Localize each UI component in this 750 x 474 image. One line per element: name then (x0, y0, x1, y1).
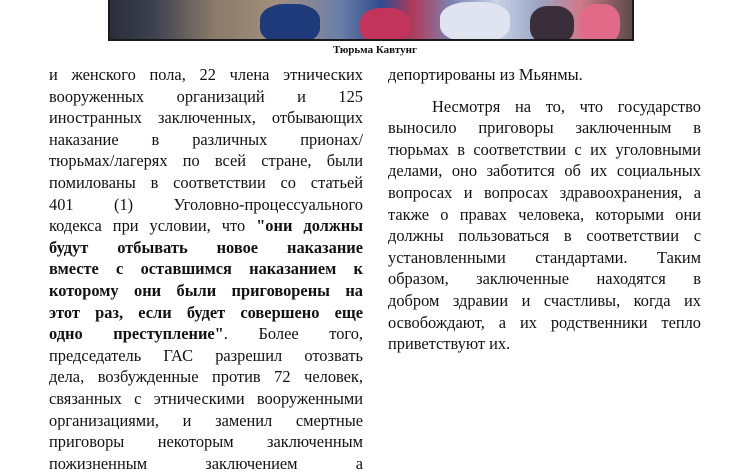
photo-person-shape (260, 4, 320, 41)
text-line: выносило приговоры заключенным в (388, 118, 701, 138)
photo-person-shape (530, 6, 574, 41)
text-line: установленными стандартами. Таким (388, 247, 701, 267)
right-paragraph (388, 96, 701, 355)
photo-person-shape (360, 8, 410, 41)
right-text-column (388, 64, 701, 355)
text-line (49, 215, 363, 237)
text-segment: связанных с этническими вооруженными (49, 388, 363, 408)
text-segment: вооруженных организаций и 125 (49, 86, 363, 106)
bold-text-segment: вместе с оставшимся наказанием к (49, 259, 363, 279)
text-line: Несмотря на то, что государство (432, 96, 701, 116)
text-line (49, 107, 363, 129)
text-line: освобождают, а их родственники тепло (388, 312, 701, 332)
text-segment: тюрьмах/лагерях по всей стране, были (49, 151, 363, 171)
bold-text-segment: будут отбывать новое наказание (49, 237, 363, 257)
text-segment: приговоры некоторым заключенным (49, 432, 363, 452)
text-line: добром здравии и счастливы, когда их (388, 290, 701, 310)
photo-person-shape (440, 2, 510, 41)
text-segment: кодекса при условии, что (49, 216, 257, 236)
text-segment: пожизненным заключением а (49, 453, 363, 473)
text-line (49, 302, 363, 324)
text-segment: наказание в различных прионах/ (49, 129, 363, 149)
text-line: также о правах человека, которыми они (388, 204, 701, 224)
text-line (49, 345, 363, 367)
bold-text-segment: этот раз, если будет совершено еще (49, 302, 363, 322)
text-line (49, 410, 363, 432)
text-line (49, 431, 363, 453)
text-line (49, 323, 363, 345)
prison-photo (108, 0, 634, 41)
text-line (49, 258, 363, 280)
text-line (49, 86, 363, 108)
text-segment: организациями, и заменил смертные (49, 410, 363, 430)
text-line: делами, оно заботится об их социальных (388, 161, 701, 181)
text-line (49, 172, 363, 194)
text-line: приветствуют их. (388, 334, 511, 354)
bold-text-segment: "они должны (256, 216, 363, 236)
text-segment: и женского пола, 22 члена этнических (49, 65, 363, 84)
text-line (49, 388, 363, 410)
text-line (49, 366, 363, 388)
text-line (49, 280, 363, 302)
text-line (49, 64, 363, 86)
text-line (49, 194, 363, 216)
text-segment: . Более того, (223, 324, 363, 344)
bold-text-segment: одно преступление" (49, 324, 224, 344)
text-line (49, 150, 363, 172)
text-line: тюрьмах в соответствии с их уголовными (388, 139, 701, 159)
text-segment: дела, возбужденные против 72 человек, (49, 367, 363, 387)
text-line (49, 237, 363, 259)
text-line: должны пользоваться в соответствии с (388, 226, 701, 246)
bold-text-segment: которому они были приговорены на (49, 280, 363, 300)
photo-caption: Тюрьма Кавтунг (333, 44, 417, 56)
paragraph-gap (388, 86, 701, 96)
text-segment: иностранных заключенных, отбывающих (49, 108, 363, 128)
text-line (49, 453, 363, 474)
text-segment: председатель ГАС разрешил отозвать (49, 345, 363, 365)
text-segment: помилованы в соответствии со статьей (49, 172, 363, 192)
text-line: образом, заключенные находятся в (388, 269, 701, 289)
text-segment: 401 (1) Уголовно-процессуального (49, 194, 363, 214)
left-text-column (49, 64, 363, 474)
photo-person-shape (580, 4, 620, 41)
right-first-line: депортированы из Мьянмы. (388, 65, 583, 84)
text-line: вопросах и вопросах здравоохранения, а (388, 182, 701, 202)
text-line (49, 129, 363, 151)
